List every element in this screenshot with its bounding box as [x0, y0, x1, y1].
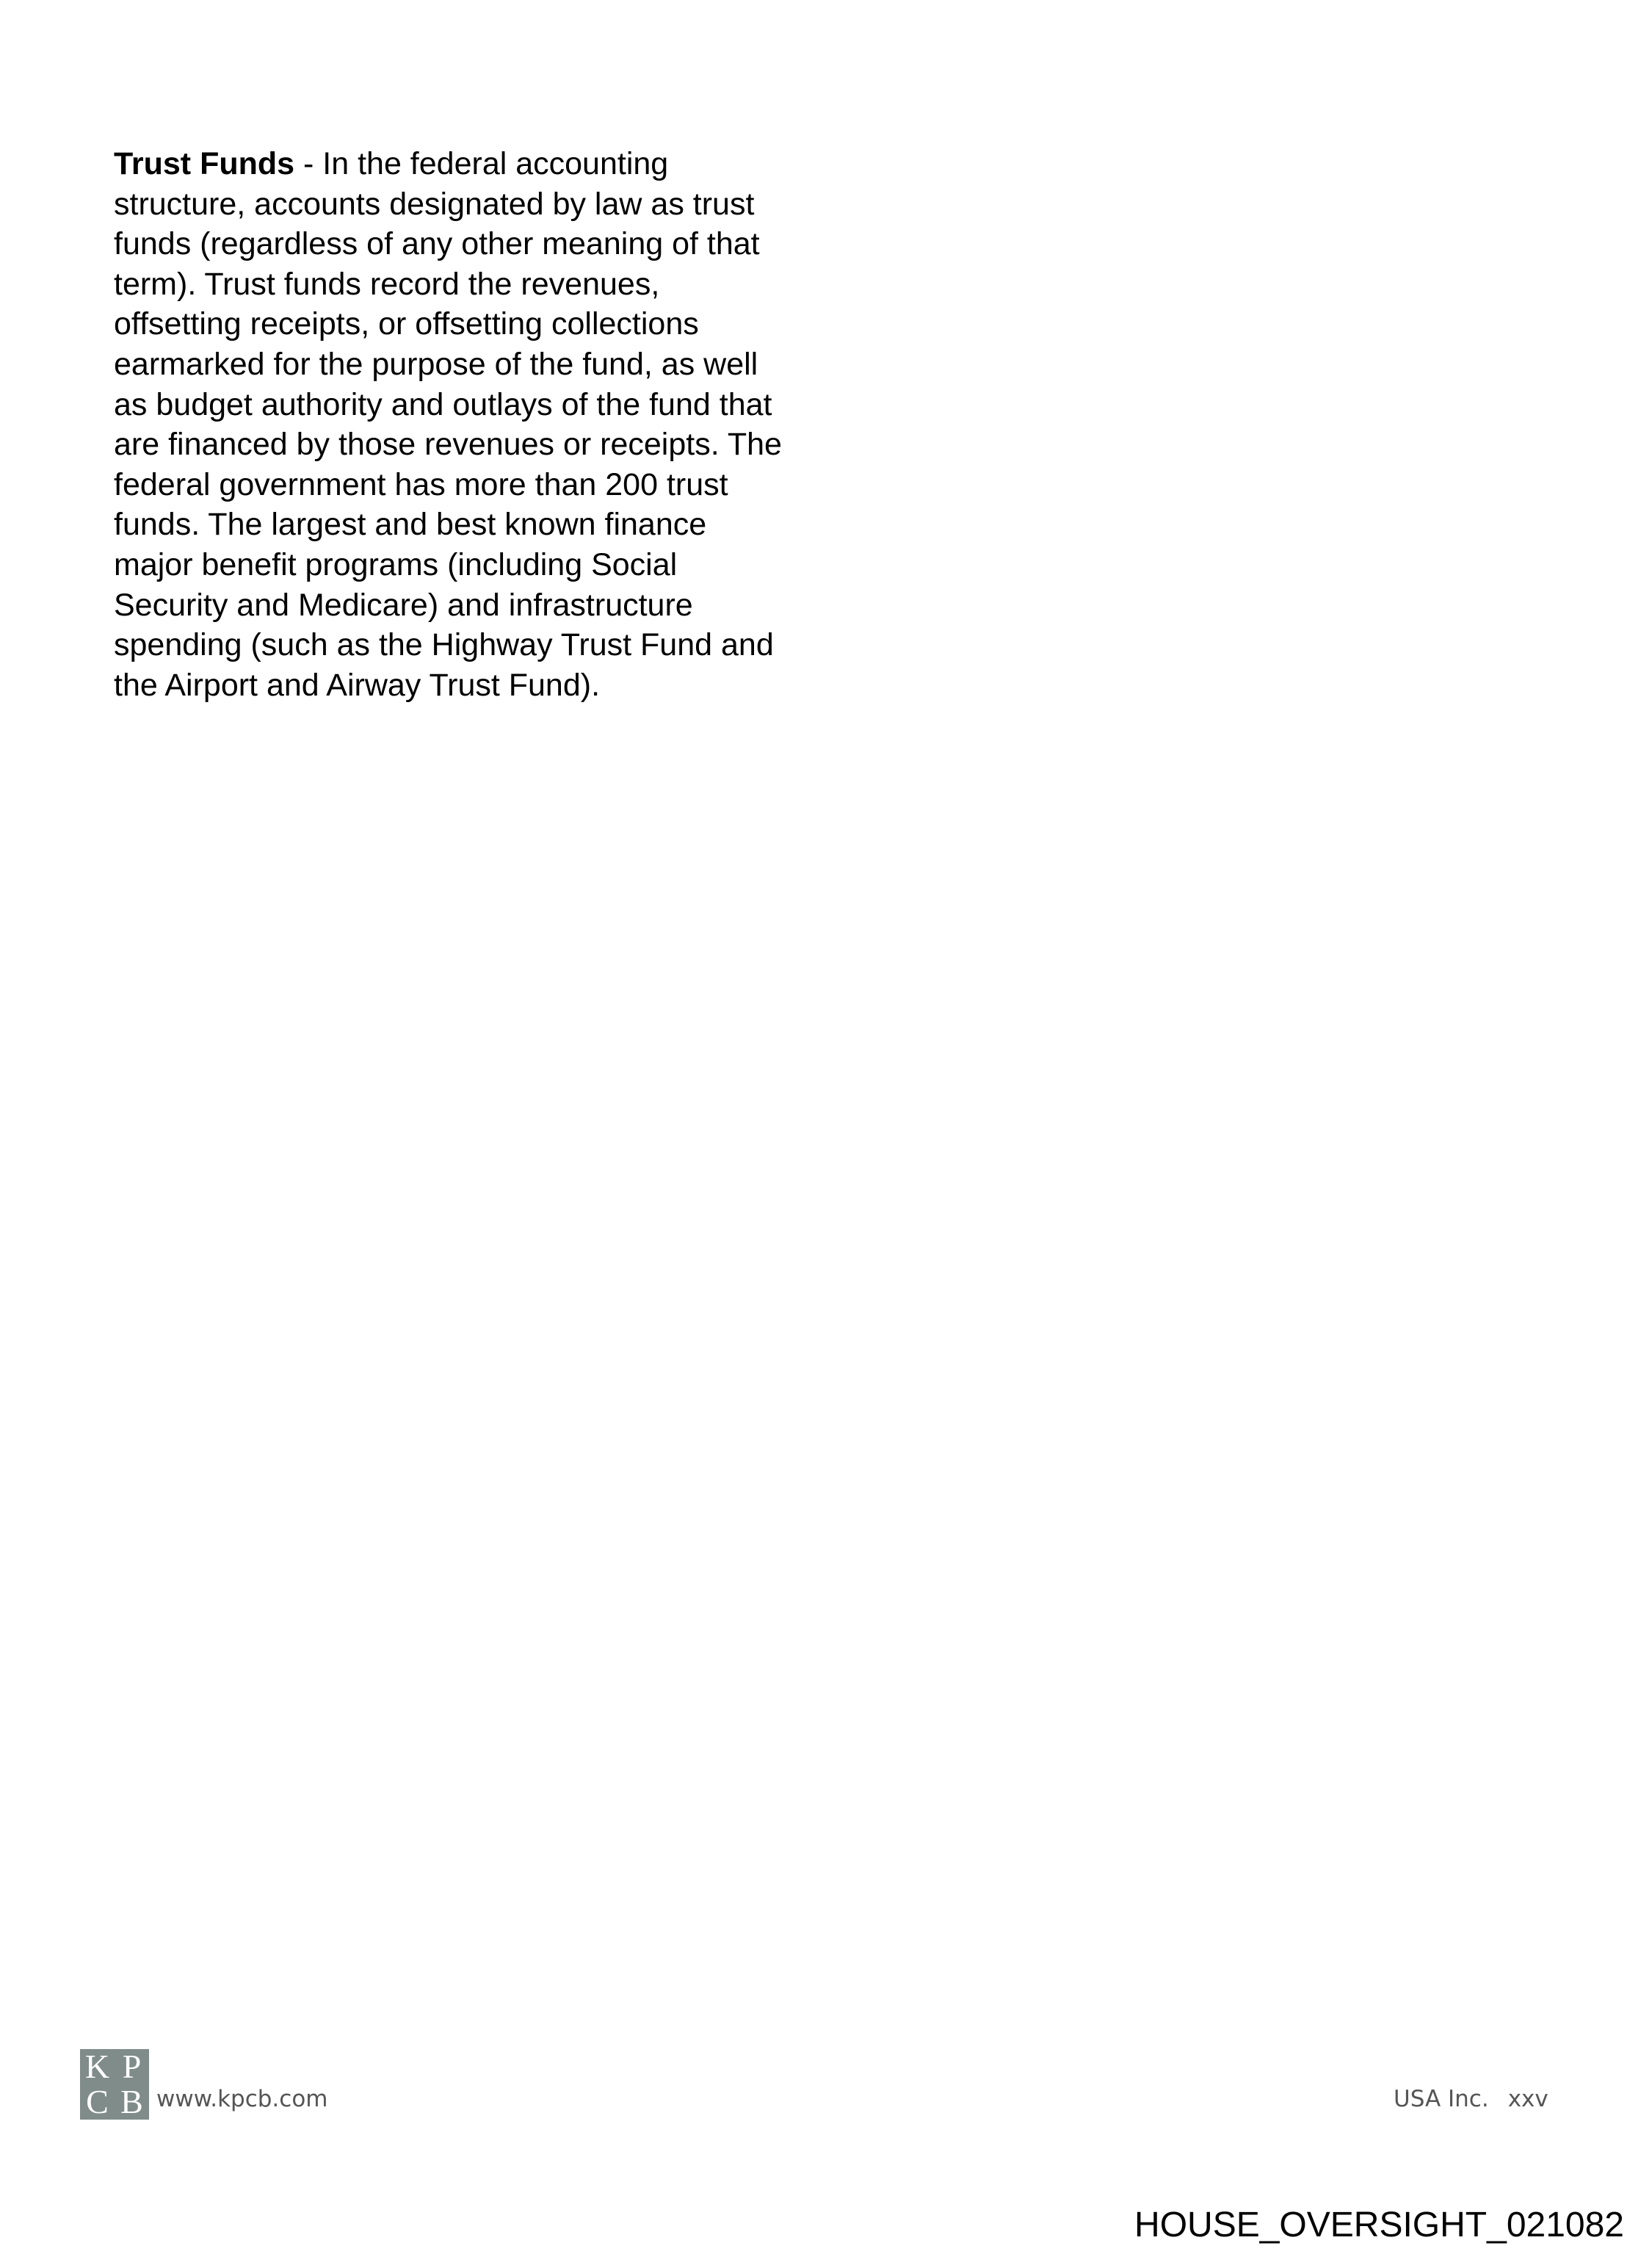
glossary-definition: - In the federal accounting structure, accounts designated by law as trust funds (regardless of any other meaning of that term). Trust funds record the revenues, offsetting receipts, or offsetting collections earmarked for the purpose of the fund, as well as budget authority and outlays of the fund that are financed by those revenues or receipts. The federal government has more than 200 trust funds. The largest and best known finance major benefit programs (including Social Security and Medicare) and infrastructure spending (such as the Highway Trust Fund and the Airport and Airway Trust Fund).	[114, 146, 782, 703]
kpcb-logo	[80, 2049, 149, 2120]
glossary-term: Trust Funds	[114, 146, 295, 181]
bates-number: HOUSE_OVERSIGHT_021082	[1134, 2206, 1624, 2244]
page-number: xxv	[1507, 2086, 1548, 2112]
publication-name: USA Inc.	[1394, 2086, 1489, 2112]
logo-letter: B	[120, 2083, 143, 2120]
footer-publication-info	[1394, 2086, 1548, 2112]
logo-letter: C	[86, 2083, 109, 2120]
footer-url: www.kpcb.com	[156, 2086, 328, 2112]
logo-letter: P	[122, 2048, 142, 2085]
logo-letter: K	[84, 2048, 110, 2085]
glossary-entry	[114, 144, 789, 705]
